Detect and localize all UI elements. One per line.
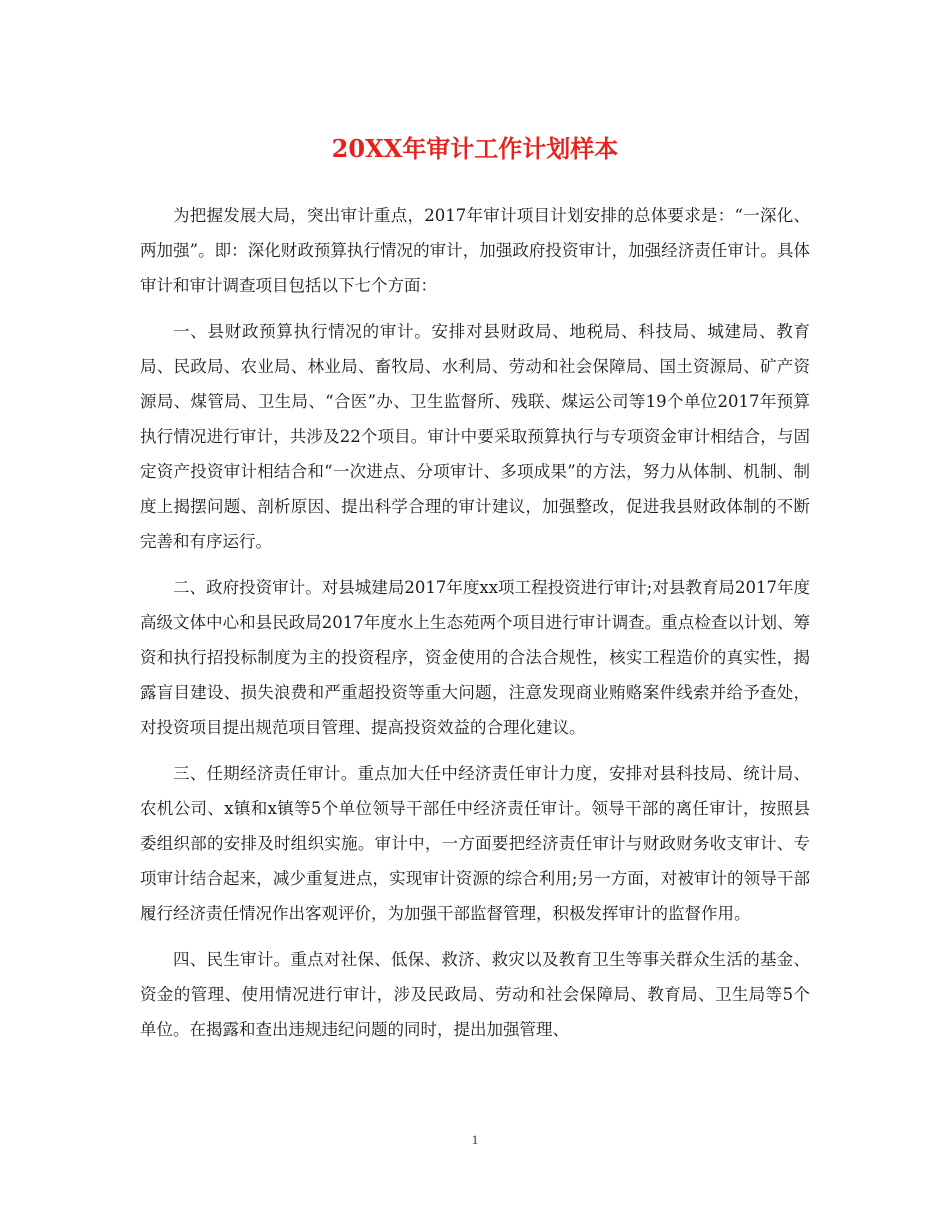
- paragraph-responsibility-audit: 三、任期经济责任审计。重点加大任中经济责任审计力度，安排对县科技局、统计局、农机公司、x镇和x镇等5个单位领导干部任中经济责任审计。领导干部的离任审计，按照县委组织部的安排及时组织实施。审计中，一方面要把经济责任审计与财政财务收支审计、专项审计结合起来，减少重复进点，实现审计资源的综合利用;另一方面，对被审计的领导干部履行经济责任情况作出客观评价，为加强干部监督管理，积极发挥审计的监督作用。: [140, 764, 810, 923]
- paragraph-investment-audit: 二、政府投资审计。对县城建局2017年度xx项工程投资进行审计;对县教育局2017年度高级文体中心和县民政局2017年度水上生态苑两个项目进行审计调查。重点检查以计划、筹资和执行招投标制度为主的投资程序，资金使用的合法合规性，核实工程造价的真实性，揭露盲目建设、损失浪费和严重超投资等重大问题，注意发现商业贿赂案件线索并给予查处，对投资项目提出规范项目管理、提高投资效益的合理化建议。: [140, 578, 810, 737]
- document-body: [140, 198, 810, 1058]
- page-number: 1: [471, 1132, 479, 1147]
- paragraph-livelihood-audit: 四、民生审计。重点对社保、低保、救济、救灾以及教育卫生等事关群众生活的基金、资金的管理、使用情况进行审计，涉及民政局、劳动和社会保障局、教育局、卫生局等5个单位。在揭露和查出违规违纪问题的同时，提出加强管理、: [140, 950, 810, 1039]
- paragraph-intro: 为把握发展大局，突出审计重点，2017年审计项目计划安排的总体要求是：“一深化、两加强”。即：深化财政预算执行情况的审计，加强政府投资审计，加强经济责任审计。具体审计和审计调查项目包括以下七个方面：: [140, 206, 810, 295]
- paragraph-budget-audit: 一、县财政预算执行情况的审计。安排对县财政局、地税局、科技局、城建局、教育局、民政局、农业局、林业局、畜牧局、水利局、劳动和社会保障局、国土资源局、矿产资源局、煤管局、卫生局、“合医”办、卫生监督所、残联、煤运公司等19个单位2017年预算执行情况进行审计，共涉及22个项目。审计中要采取预算执行与专项资金审计相结合，与固定资产投资审计相结合和“一次进点、分项审计、多项成果”的方法，努力从体制、机制、制度上揭摆问题、剖析原因、提出科学合理的审计建议，加强整改，促进我县财政体制的不断完善和有序运行。: [140, 322, 810, 551]
- document-title: 20XX年审计工作计划样本: [331, 134, 619, 163]
